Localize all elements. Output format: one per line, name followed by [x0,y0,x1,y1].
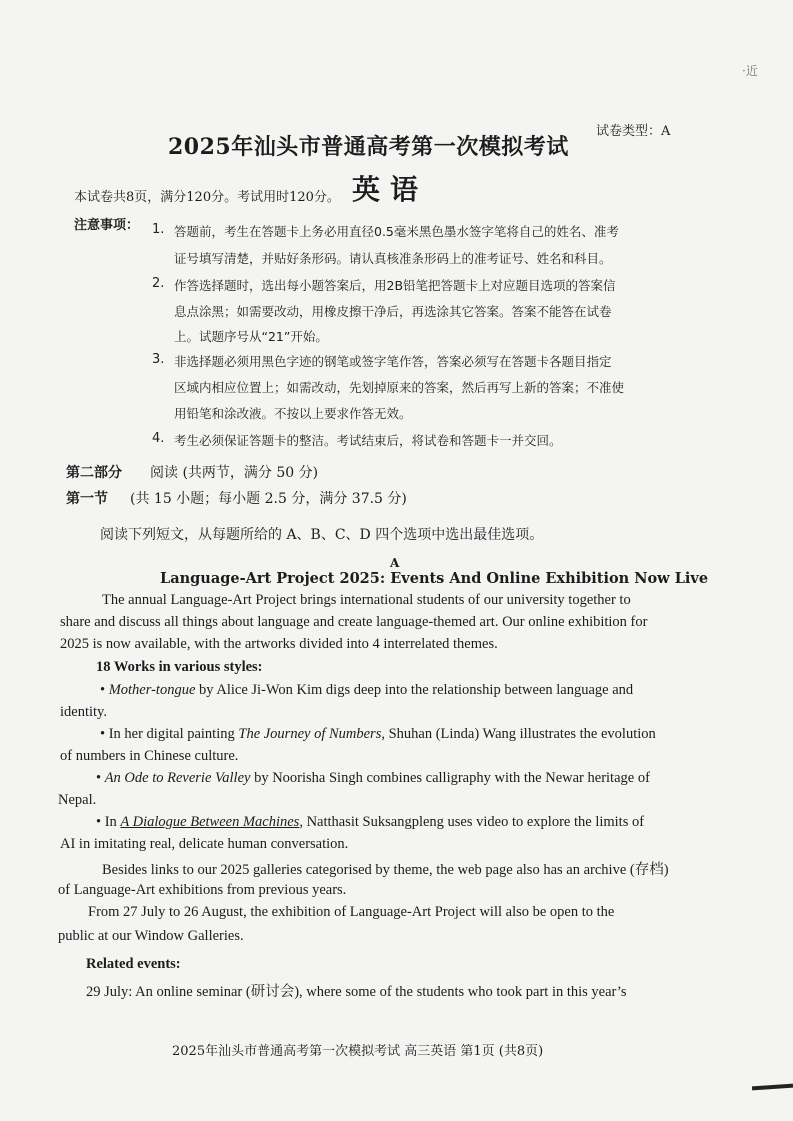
work-prefix: • In her digital painting [100,726,239,742]
page-edge-line [752,1084,793,1091]
article-line: share and discuss all things about language and create language-themed art. Our online exhibition for [60,614,648,630]
article-line: From 27 July to 26 August, the exhibition of Language-Art Project will also be open to the [88,904,615,920]
article-line: Besides links to our 2025 galleries categorised by theme, the web page also has an archive (存档) [102,862,669,878]
article-letter: A [390,556,400,570]
work-item-journey-of-numbers [100,726,656,743]
event-item: 29 July: An online seminar (研讨会), where some of the students who took part in this year’s [86,984,627,1000]
sub-section-label: 第一节 [66,491,108,507]
note-number: 3. [152,352,165,367]
work-description: , Shuhan (Linda) Wang illustrates the evolution [381,726,656,742]
note-line: 答题前，考生在答题卡上务必用直径0.5毫米黑色墨水签字笔将自己的姓名、准考 [174,224,619,239]
article-line: of numbers in Chinese culture. [60,748,239,764]
sub-section-name: (共 15 小题；每小题 2.5 分，满分 37.5 分) [130,491,407,507]
note-line: 作答选择题时，选出每小题答案后，用2B铅笔把答题卡上对应题目选项的答案信 [174,278,616,293]
work-title: A Dialogue Between Machines [120,814,300,830]
corner-mark: ·近 [742,64,758,78]
exam-title: 2025年汕头市普通高考第一次模拟考试 [168,134,569,160]
events-heading: Related events: [86,956,181,972]
work-item-dialogue-between-machines [96,814,644,831]
paper-type-label: 试卷类型：A [596,124,671,139]
note-line: 证号填写清楚，并贴好条形码。请认真核准条形码上的准考证号、姓名和科目。 [174,251,612,266]
article-line: Nepal. [58,792,97,808]
works-heading: 18 Works in various styles: [96,659,263,675]
work-description: by Alice Ji-Won Kim digs deep into the relationship between language and [195,682,634,698]
note-line: 非选择题必须用黑色字迹的钢笔或签字笔作答，答案必须写在答题卡各题目指定 [174,354,612,369]
work-description: by Noorisha Singh combines calligraphy with the Newar heritage of [250,770,650,786]
article-title: Language-Art Project 2025: Events And Online Exhibition Now Live [160,570,709,587]
work-title: An Ode to Reverie Valley [104,770,251,786]
part-label: 第二部分 [66,465,122,481]
part-name: 阅读 (共两节，满分 50 分) [150,465,319,481]
work-item-ode-to-reverie-valley: • An Ode to Reverie Valley by Noorisha Singh combines calligraphy with the Newar heritage of [96,770,650,786]
work-prefix: • In [96,814,121,830]
note-number: 2. [152,276,165,291]
note-line: 上。试题序号从“21”开始。 [174,329,328,344]
article-line: public at our Window Galleries. [58,928,244,944]
article-line: of Language-Art exhibitions from previous years. [58,882,347,898]
article-line: 2025 is now available, with the artworks divided into 4 interrelated themes. [60,636,498,652]
note-line: 考生必须保证答题卡的整洁。考试结束后，将试卷和答题卡一并交回。 [174,433,562,448]
note-number: 4. [152,431,165,446]
work-item-mother-tongue: • Mother-tongue by Alice Ji-Won Kim digs deep into the relationship between language and [100,682,634,698]
subject-title: 英语 [352,173,429,206]
article-line: The annual Language-Art Project brings international students of our university together to [102,592,631,608]
article-line: identity. [60,704,107,720]
work-description: , Natthasit Suksangpleng uses video to explore the limits of [299,814,645,830]
note-line: 区域内相应位置上；如需改动，先划掉原来的答案，然后再写上新的答案；不准使 [174,380,625,395]
exam-intro: 本试卷共8页，满分120分。考试用时120分。 [74,190,340,205]
article-line: AI in imitating real, delicate human conversation. [60,836,349,852]
section-instruction: 阅读下列短文，从每题所给的 A、B、C、D 四个选项中选出最佳选项。 [100,527,544,543]
work-title: Mother-tongue [108,682,196,698]
note-line: 用铅笔和涂改液。不按以上要求作答无效。 [174,406,412,421]
note-number: 1. [152,222,165,237]
notes-label: 注意事项： [74,218,140,233]
page-footer: 2025年汕头市普通高考第一次模拟考试 高三英语 第1页 (共8页) [172,1044,544,1059]
note-line: 息点涂黑；如需要改动，用橡皮擦干净后，再选涂其它答案。答案不能答在试卷 [174,304,612,319]
work-title: The Journey of Numbers [238,726,382,742]
